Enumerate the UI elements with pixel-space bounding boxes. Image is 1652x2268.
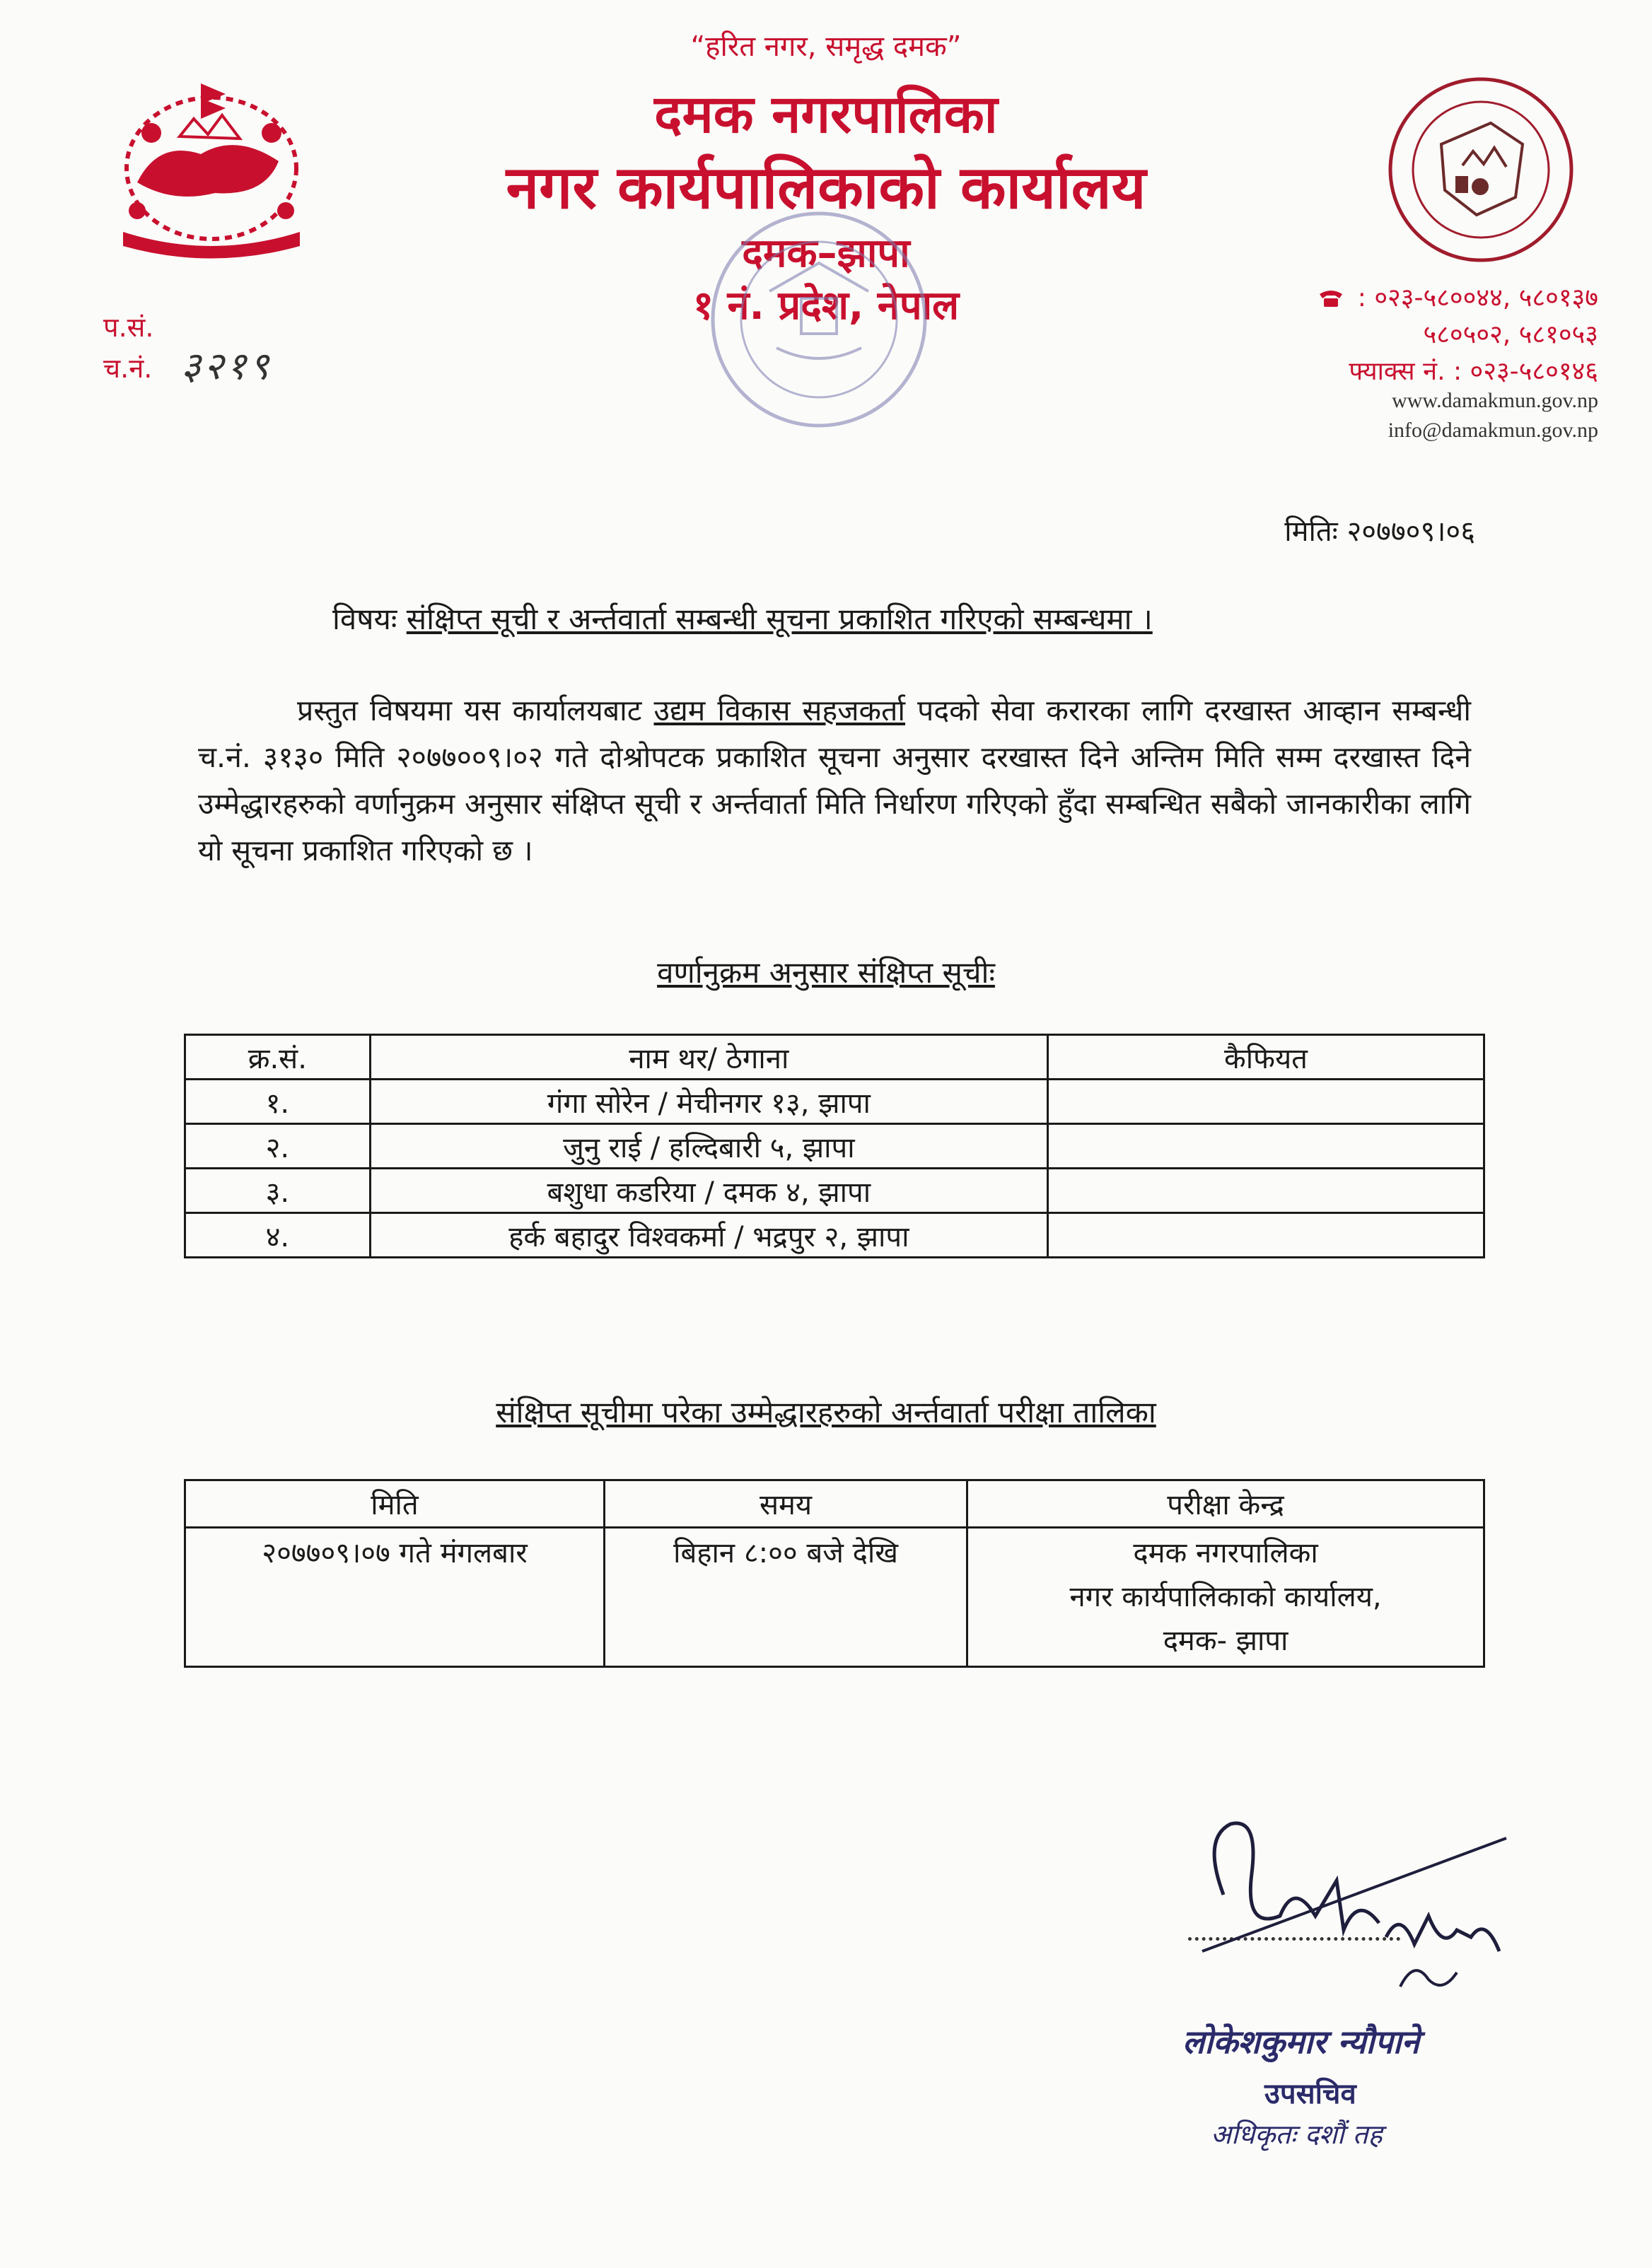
schedule-row (185, 1528, 1484, 1667)
schedule-heading: संक्षिप्त सूचीमा परेका उम्मेद्धारहरुको अर्न्तवार्ता परीक्षा तालिका (496, 1395, 1156, 1430)
slogan: “हरित नगर, समृद्ध दमक” (690, 30, 962, 63)
table-row (185, 1169, 1484, 1213)
row-remark (1047, 1169, 1484, 1213)
signatory-rank: अधिकृतः दशौं तह (1211, 2119, 1383, 2150)
exam-center (967, 1528, 1484, 1667)
row-remark (1047, 1213, 1484, 1258)
row-remark (1047, 1080, 1484, 1124)
subject-label: विषयः (332, 602, 397, 636)
nepal-emblem-icon (95, 69, 328, 260)
column-header-date: मिति (185, 1480, 605, 1528)
office-stamp-icon (685, 185, 953, 468)
interview-time: बिहान ८:०० बजे देखि (605, 1528, 967, 1667)
schedule-table (184, 1479, 1485, 1668)
column-header-center: परीक्षा केन्द्र (967, 1480, 1484, 1528)
shortlist-heading: वर्णानुक्रम अनुसार संक्षिप्त सूचीः (657, 955, 995, 990)
paragraph-part1: प्रस्तुत विषयमा यस कार्यालयबाट (297, 694, 654, 727)
row-name: हर्क बहादुर विश्वकर्मा / भद्रपुर २, झापा (370, 1213, 1047, 1258)
fax-number: फ्याक्स नं. : ०२३-५८०१४६ (1349, 357, 1598, 386)
office-province: १ नं. प्रदेश, नेपाल (692, 283, 960, 329)
exam-center-line: दमक नगरपालिका (1133, 1537, 1318, 1570)
exam-center-line: नगर कार्यपालिकाको कार्यालय, (1069, 1581, 1382, 1613)
handwritten-signature (1174, 1810, 1556, 2022)
dispatch-label: च.नं. (103, 353, 153, 384)
column-header-time: समय (605, 1480, 967, 1528)
table-header-row (185, 1035, 1484, 1080)
body-paragraph (198, 687, 1471, 874)
schedule-header-row (185, 1480, 1484, 1528)
web-block (1388, 386, 1598, 445)
phone-row (1317, 280, 1598, 317)
row-sn: २. (185, 1124, 371, 1169)
office-location: दमक–झापा (742, 230, 910, 276)
row-name: जुनु राई / हल्दिबारी ५, झापा (370, 1124, 1047, 1169)
office-name: नगर कार्यपालिकाको कार्यालय (506, 153, 1146, 222)
letter-date: मितिः २०७७०९।०६ (1284, 515, 1475, 548)
phone-numbers: : ०२३-५८००४४, ५८०१३७ (1357, 284, 1598, 312)
row-remark (1047, 1124, 1484, 1169)
subject-text: संक्षिप्त सूची र अर्न्तवार्ता सम्बन्धी सूचना प्रकाशित गरिएको सम्बन्धमा । (406, 602, 1153, 636)
row-sn: १. (185, 1080, 371, 1124)
signatory-name: लोकेशकुमार न्यौपाने (1182, 2023, 1420, 2061)
email-link[interactable]: info@damakmun.gov.np (1388, 419, 1598, 442)
subject-line (332, 598, 1153, 638)
row-name: बशुधा कडरिया / दमक ४, झापा (370, 1169, 1047, 1213)
exam-center-line: दमक- झापा (1163, 1625, 1289, 1657)
column-header-name: नाम थर/ ठेगाना (370, 1035, 1047, 1080)
row-sn: ३. (185, 1169, 371, 1213)
municipality-name: दमक नगरपालिका (654, 84, 998, 145)
table-row (185, 1213, 1484, 1258)
dispatch-number: ३२१९ (181, 344, 272, 388)
reference-label: प.सं. (103, 312, 154, 343)
table-row (185, 1124, 1484, 1169)
row-name: गंगा सोरेन / मेचीनगर १३, झापा (370, 1080, 1047, 1124)
interview-date: २०७७०९।०७ गते मंगलबार (185, 1528, 605, 1667)
row-sn: ४. (185, 1213, 371, 1258)
table-row (185, 1080, 1484, 1124)
shortlist-table (184, 1034, 1485, 1258)
paragraph-part2: पदको सेवा करारका लागि दरखास्त आव्हान सम्बन्धी च.नं. ३१३० मिति २०७७००९।०२ गते दोश्रोपटक प्रकाशित सूचना अनुसार दरखास्त दिने अन्तिम मिति सम्म दरखास्त दिने उम्मेद्धारहरुको वर्णानुक्रम अनुसार संक्षिप्त सूची र अर्न्तवार्ता मिति निर्धारण गरिएको हुँदा सम्बन्धित सबैको जानकारीका लागि यो सूचना प्रकाशित गरिएको छ । (198, 694, 1472, 867)
municipality-seal-icon (1385, 74, 1577, 266)
column-header-remark: कैफियत (1047, 1035, 1484, 1080)
phone-numbers-2: ५८०५०२, ५८१०५३ (1423, 320, 1598, 349)
phone-icon (1317, 287, 1345, 310)
signatory-title: उपसचिव (1264, 2078, 1356, 2110)
column-header-sn: क्र.सं. (185, 1035, 371, 1080)
website-link[interactable]: www.damakmun.gov.np (1392, 389, 1598, 412)
post-name: उद्यम विकास सहजकर्ता (653, 694, 906, 727)
contact-block (1317, 280, 1598, 390)
